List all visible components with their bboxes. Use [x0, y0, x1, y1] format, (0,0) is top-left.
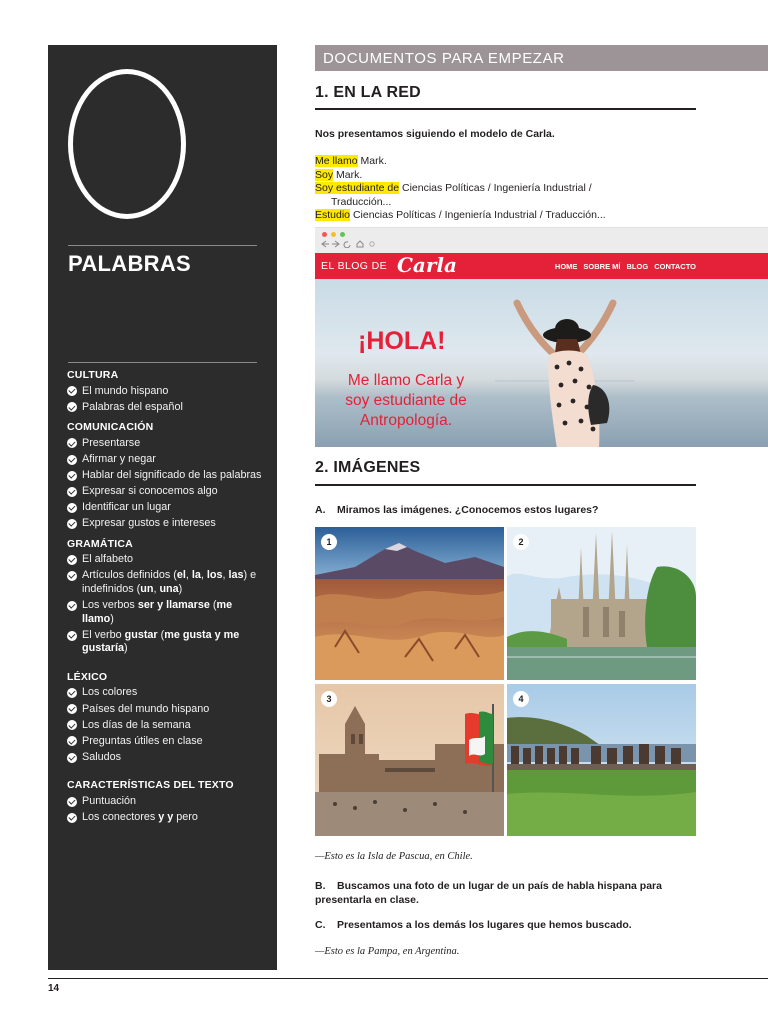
check-circle-icon [67, 471, 77, 481]
blog-nav [555, 262, 696, 271]
traveler-photo [495, 289, 635, 447]
section-rule [315, 108, 696, 110]
contents-item: Identificar un lugar [67, 501, 262, 515]
check-circle-icon [67, 631, 77, 641]
photo-number: 3 [321, 691, 337, 707]
check-circle-icon [67, 455, 77, 465]
model-sentences: Me llamo Mark. Soy Mark. Soy estudiante de Ciencias Políticas / Ingeniería Industrial / Traducción... Estudio Ciencias Políticas / Ingeniería Industrial / Traducción... [315, 155, 606, 221]
check-circle-icon [67, 402, 77, 412]
photo-number: 2 [513, 534, 529, 550]
unit-sidebar [48, 45, 277, 970]
photo-number: 4 [513, 691, 529, 707]
section-banner: DOCUMENTOS PARA EMPEZAR [315, 45, 768, 71]
contents-item: Los colores [67, 686, 262, 700]
contents-heading-gramatica: GRAMÁTICA [67, 537, 133, 550]
contents-heading-caracteristicas: CARACTERÍSTICAS DEL TEXTO [67, 779, 234, 792]
section-title-en-la-red: 1. EN LA RED [315, 84, 421, 101]
unit-title: PALABRAS [68, 251, 191, 276]
page-number: 14 [48, 983, 60, 994]
blog-nav-contacto[interactable]: CONTACTO [654, 262, 696, 271]
check-circle-icon [67, 753, 77, 763]
contents-item: Preguntas útiles en clase [67, 735, 262, 749]
contents-heading-lexico: LÉXICO [67, 670, 108, 683]
contents-item: Los días de la semana [67, 719, 262, 733]
blog-header [315, 253, 768, 279]
check-circle-icon [67, 487, 77, 497]
check-circle-icon [67, 797, 77, 807]
blog-nav-home[interactable]: HOME [554, 262, 578, 271]
photo-moai [507, 684, 696, 836]
minimize-dot-icon [331, 232, 336, 237]
section-title-imagenes: 2. IMÁGENES [315, 459, 421, 476]
hero-greeting: ¡HOLA! [358, 327, 446, 355]
contents-item: Expresar gustos e intereses [67, 517, 262, 531]
check-circle-icon [67, 720, 77, 730]
contents-item: El mundo hispano [67, 385, 262, 399]
check-circle-icon [67, 519, 77, 529]
check-circle-icon [67, 503, 77, 513]
check-circle-icon [67, 813, 77, 823]
contents-item: Afirmar y negar [67, 453, 262, 467]
contents-item: Puntuación [67, 795, 262, 809]
photo-plaza [315, 684, 504, 836]
blog-name: EL BLOG DE [321, 260, 388, 272]
hero-text: Me llamo Carla y soy estudiante de Antropología. [345, 372, 467, 429]
check-circle-icon [67, 438, 77, 448]
contents-item: El verbo gustar (me gusta y me gustaría) [67, 629, 262, 656]
activity-instruction: Nos presentamos siguiendo el modelo de Carla. [315, 128, 555, 140]
browser-nav-icons [321, 240, 385, 250]
photo-desert [315, 527, 504, 680]
blog-screenshot [315, 227, 768, 446]
highlight: Estudio [315, 209, 351, 221]
photo-number: 1 [321, 534, 337, 550]
highlight: Soy [315, 168, 334, 181]
blog-nav-blog[interactable]: BLOG [626, 262, 649, 271]
activity-b: B. Buscamos una foto de un lugar de un país de habla hispana para presentarla en clase. [315, 880, 662, 906]
contents-item: Los verbos ser y llamarse (me llamo) [67, 599, 262, 626]
photo-cathedral [507, 527, 696, 680]
highlight: Me llamo [315, 155, 358, 167]
contents-item: Palabras del español [67, 401, 262, 415]
highlight: Soy estudiante de [315, 182, 400, 194]
divider [68, 245, 257, 246]
check-circle-icon [67, 704, 77, 714]
contents-item: Países del mundo hispano [67, 703, 262, 717]
contents-item: Expresar si conocemos algo [67, 485, 262, 499]
maximize-dot-icon [340, 232, 345, 237]
check-circle-icon [67, 386, 77, 396]
blog-nav-sobre-mi[interactable]: SOBRE MÍ [583, 262, 621, 271]
contents-item: Artículos definidos (el, la, los, las) e indefinidos (un, una) [67, 569, 262, 596]
contents-heading-cultura: CULTURA [67, 369, 119, 381]
blog-hero [315, 279, 768, 447]
divider [68, 362, 257, 363]
contents-item: El alfabeto [67, 553, 262, 567]
check-circle-icon [67, 601, 77, 611]
section-rule [315, 484, 696, 486]
check-circle-icon [67, 688, 77, 698]
check-circle-icon [67, 571, 77, 581]
activity-c: C. Presentamos a los demás los lugares que hemos buscado. [315, 919, 632, 931]
contents-item: Presentarse [67, 437, 262, 451]
example-quote: —Esto es la Pampa, en Argentina. [315, 946, 460, 957]
window-controls [322, 232, 345, 237]
blog-logo: Carla [397, 253, 457, 277]
activity-a: A. Miramos las imágenes. ¿Conocemos estos lugares? [315, 504, 599, 516]
close-dot-icon [322, 232, 327, 237]
contents-heading-comunicacion: COMUNICACIÓN [67, 421, 154, 434]
unit-contents [67, 368, 262, 825]
footer-rule [48, 978, 768, 979]
check-circle-icon [67, 555, 77, 565]
example-quote: —Esto es la Isla de Pascua, en Chile. [315, 851, 473, 862]
contents-item: Los conectores y y pero [67, 811, 262, 825]
contents-item: Saludos [67, 751, 262, 765]
check-circle-icon [67, 736, 77, 746]
contents-item: Hablar del significado de las palabras [67, 469, 262, 483]
unit-number-zero [68, 69, 186, 219]
